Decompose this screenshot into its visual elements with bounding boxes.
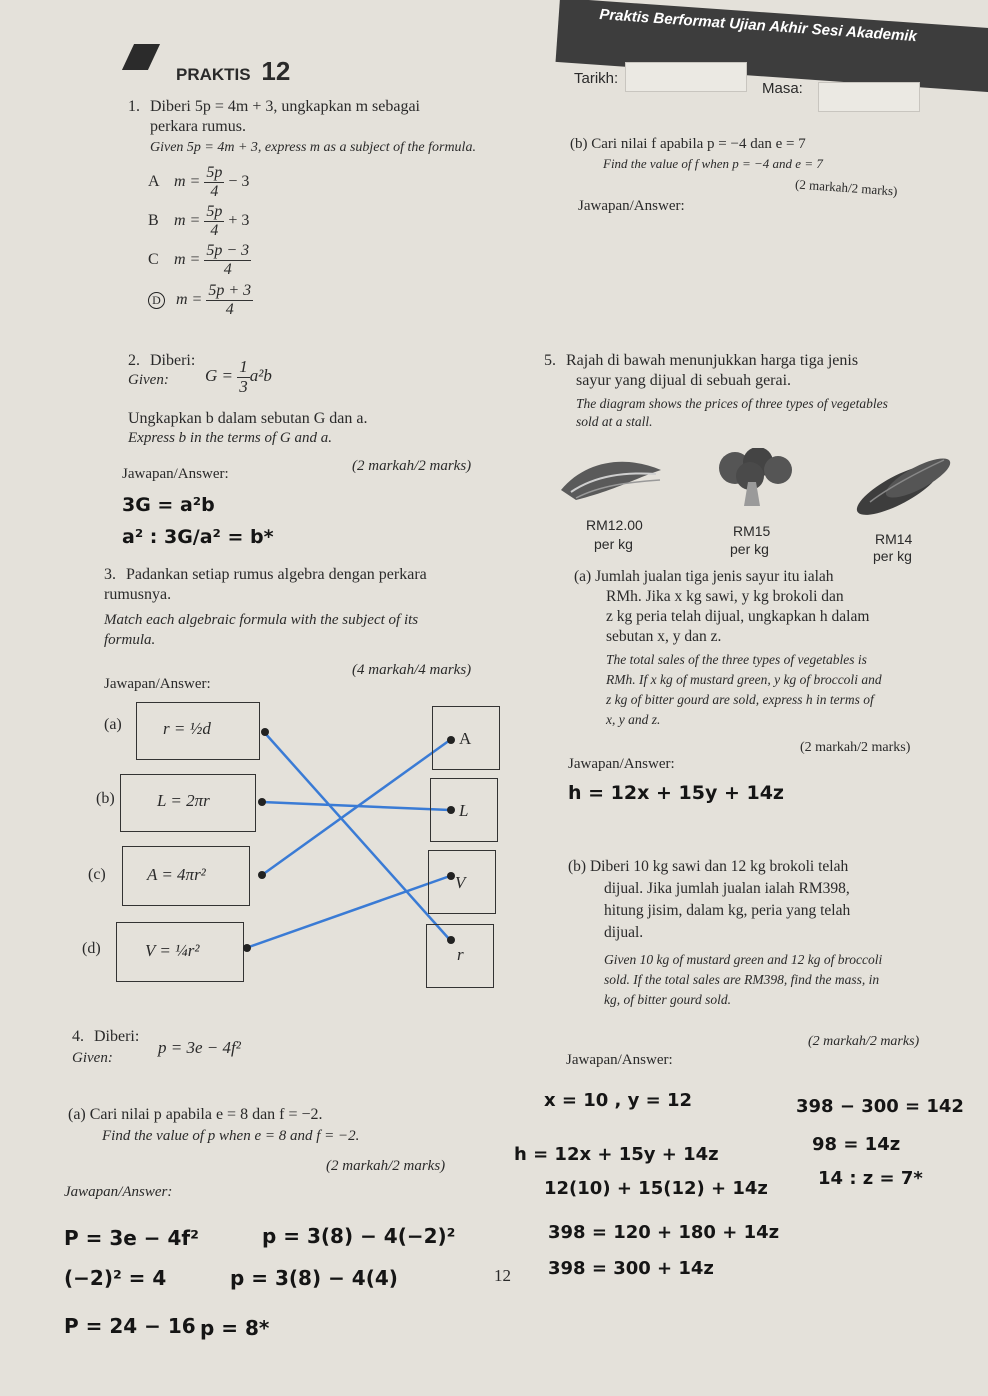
- q5a-text-ms-4: sebutan x, y dan z.: [606, 628, 722, 645]
- option-tail: + 3: [228, 211, 250, 229]
- practice-title: [176, 56, 290, 87]
- q5a-text-en-2: RMh. If x kg of mustard green, y kg of broccoli and: [606, 672, 882, 687]
- connector-dot-b[interactable]: [258, 798, 266, 806]
- q5b-handwriting-right-3: 14 : z = 7*: [818, 1168, 923, 1189]
- option-letter: A: [148, 172, 160, 190]
- option-letter: B: [148, 211, 159, 229]
- date-field[interactable]: [625, 62, 747, 92]
- q5b-text-en-2: sold. If the total sales are RM398, find the mass, in: [604, 972, 880, 987]
- q2-handwriting-1: 3G = a²b: [122, 494, 215, 516]
- q2-marks: (2 markah/2 marks): [352, 458, 472, 474]
- option-lhs: m =: [174, 172, 201, 190]
- q5a-marks: (2 markah/2 marks): [800, 740, 911, 755]
- q4b-answer-label: Jawapan/Answer:: [578, 198, 685, 214]
- option-denominator: 4: [210, 221, 219, 239]
- q1-number: 1.: [128, 98, 140, 115]
- q4-number: 4.: [72, 1028, 84, 1045]
- q3-label-c: (c): [88, 866, 106, 883]
- formula-text: V = ¼r²: [145, 941, 200, 960]
- time-label: Masa:: [762, 80, 803, 97]
- formula-denominator: 3: [239, 376, 248, 396]
- option-lhs: m =: [176, 290, 203, 308]
- q1-text-ms-2: perkara rumus.: [150, 118, 246, 135]
- formula-text: A = 4πr²: [147, 865, 206, 884]
- q3-answer-label: Jawapan/Answer:: [104, 676, 211, 692]
- option-letter: C: [148, 250, 159, 268]
- unit-broccoli: per kg: [730, 541, 769, 557]
- q1-text-ms: Diberi 5p = 4m + 3, ungkapkan m sebagai: [150, 98, 420, 115]
- q4b-text-en: Find the value of f when p = −4 and e = 7: [603, 156, 823, 171]
- price-mustard-green: RM12.00: [586, 517, 643, 533]
- q5b-handwriting-right-2: 98 = 14z: [812, 1134, 901, 1155]
- q5a-text-ms-2: RMh. Jika x kg sawi, y kg brokoli dan: [606, 588, 844, 605]
- q4a-text-ms: (a) Cari nilai p apabila e = 8 dan f = −2.: [68, 1106, 323, 1123]
- q2-answer-label: Jawapan/Answer:: [122, 466, 229, 482]
- q5a-handwriting: h = 12x + 15y + 14z: [568, 782, 784, 804]
- option-denominator: 4: [225, 300, 234, 318]
- q5b-text-ms-2: dijual. Jika jumlah jualan ialah RM398,: [604, 880, 850, 897]
- q5a-text-en-1: The total sales of the three types of vegetables is: [606, 652, 867, 667]
- q5a-text-ms-1: (a) Jumlah jualan tiga jenis sayur itu ialah: [574, 568, 834, 585]
- q2-given-ms: Diberi:: [150, 352, 196, 369]
- q3-marks: (4 markah/4 marks): [352, 662, 472, 678]
- q1-option-c[interactable]: [148, 242, 251, 278]
- price-bitter-gourd: RM14: [875, 531, 913, 547]
- q3-formula-box-b[interactable]: [120, 774, 256, 832]
- option-denominator: 4: [210, 182, 219, 200]
- q3-label-b: (b): [96, 790, 115, 807]
- formula-numerator: 1: [239, 357, 248, 376]
- q3-subject-box-r[interactable]: [426, 924, 494, 988]
- q3-text-en-1: Match each algebraic formula with the subject of its: [104, 612, 419, 628]
- q5a-text-en-4: x, y and z.: [606, 712, 661, 727]
- q4-given-en: Given:: [72, 1050, 113, 1066]
- q4a-handwriting-4: p = 3(8) − 4(4): [230, 1266, 398, 1290]
- q5b-handwriting-left-2: h = 12x + 15y + 14z: [514, 1144, 719, 1165]
- q3-text-ms-2: rumusnya.: [104, 586, 172, 603]
- q2-number: 2.: [128, 352, 140, 369]
- q4-formula: p = 3e − 4f²: [158, 1038, 241, 1057]
- q5b-text-en-1: Given 10 kg of mustard green and 12 kg of broccoli: [604, 952, 883, 967]
- price-broccoli: RM15: [733, 523, 771, 539]
- q5b-handwriting-left-5: 398 = 300 + 14z: [548, 1258, 714, 1279]
- option-tail: − 3: [228, 172, 250, 190]
- q5b-text-ms-1: (b) Diberi 10 kg sawi dan 12 kg brokoli telah: [568, 858, 849, 875]
- q4b-text-ms: (b) Cari nilai f apabila p = −4 dan e = 7: [570, 136, 806, 152]
- q4a-handwriting-1: P = 3e − 4f²: [64, 1226, 199, 1250]
- q3-label-a: (a): [104, 716, 122, 733]
- page-number: 12: [494, 1266, 511, 1285]
- practice-label: PRAKTIS: [176, 65, 251, 84]
- q3-text-ms-1: Padankan setiap rumus algebra dengan perkara: [126, 566, 427, 583]
- q2-formula: [205, 358, 272, 396]
- q5b-handwriting-left-4: 398 = 120 + 180 + 14z: [548, 1222, 780, 1243]
- q4a-text-en: Find the value of p when e = 8 and f = −2.: [102, 1128, 360, 1144]
- unit-bitter-gourd: per kg: [873, 548, 912, 564]
- q1-option-a[interactable]: [148, 164, 249, 200]
- q5b-marks: (2 markah/2 marks): [808, 1034, 920, 1049]
- formula-lhs: G =: [205, 366, 233, 386]
- q5b-answer-label: Jawapan/Answer:: [566, 1052, 673, 1068]
- q3-formula-box-d[interactable]: [116, 922, 244, 982]
- q4a-marks: (2 markah/2 marks): [326, 1158, 446, 1174]
- formula-text: r = ½d: [163, 719, 211, 738]
- subject-text: A: [459, 729, 472, 748]
- option-numerator: 5p + 3: [208, 282, 252, 299]
- practice-badge: [122, 44, 160, 70]
- series-title: Praktis Berformat Ujian Akhir Sesi Akademik: [598, 6, 918, 46]
- option-lhs: m =: [174, 250, 201, 268]
- formula-text: L = 2πr: [157, 791, 210, 810]
- q1-option-d-selected[interactable]: [148, 282, 253, 318]
- q4a-handwriting-6: p = 8*: [200, 1316, 270, 1340]
- q2-handwriting-2: a² : 3G/a² = b*: [122, 526, 274, 548]
- q4a-handwriting-3: (−2)² = 4: [64, 1266, 167, 1290]
- q5-text-en-2: sold at a stall.: [576, 414, 653, 429]
- q4a-handwriting-5: P = 24 − 16: [64, 1314, 196, 1338]
- q3-formula-box-c[interactable]: [122, 846, 250, 906]
- connector-dot-c[interactable]: [258, 871, 266, 879]
- q5b-text-ms-3: hitung jisim, dalam kg, peria yang telah: [604, 902, 851, 919]
- time-field[interactable]: [818, 82, 920, 112]
- option-numerator: 5p − 3: [206, 242, 250, 259]
- option-denominator: 4: [223, 260, 232, 278]
- q4a-handwriting-2: p = 3(8) − 4(−2)²: [262, 1224, 456, 1248]
- q3-formula-box-a[interactable]: [136, 702, 260, 760]
- formula-rhs: a²b: [249, 366, 272, 386]
- q5a-text-ms-3: z kg peria telah dijual, ungkapkan h dalam: [606, 608, 870, 625]
- q3-text-en-2: formula.: [104, 632, 156, 648]
- bitter-gourd-icon: [848, 448, 958, 518]
- unit-mustard-green: per kg: [594, 536, 633, 552]
- option-lhs: m =: [174, 211, 201, 229]
- option-numerator: 5p: [206, 164, 223, 181]
- q3-subject-box-v[interactable]: [428, 850, 496, 914]
- q5b-text-ms-4: dijual.: [604, 924, 644, 941]
- broccoli-icon: [710, 448, 800, 508]
- q4b-marks: (2 markah/2 marks): [794, 176, 898, 199]
- q1-option-b[interactable]: [148, 203, 249, 239]
- q3-number: 3.: [104, 566, 116, 583]
- q2-task-ms: Ungkapkan b dalam sebutan G dan a.: [128, 410, 368, 427]
- date-label: Tarikh:: [574, 70, 619, 87]
- q3-subject-box-l[interactable]: [430, 778, 498, 842]
- subject-text: L: [459, 801, 469, 820]
- connector-dot-a[interactable]: [261, 728, 269, 736]
- q5a-text-en-3: z kg of bitter gourd are sold, express h in terms of: [606, 692, 874, 707]
- option-numerator: 5p: [206, 203, 223, 220]
- q5-text-ms-1: Rajah di bawah menunjukkan harga tiga jenis: [566, 352, 859, 369]
- q3-label-d: (d): [82, 940, 101, 957]
- practice-number: 12: [261, 56, 291, 86]
- q5b-handwriting-left-3: 12(10) + 15(12) + 14z: [544, 1178, 768, 1199]
- q2-task-en: Express b in the terms of G and a.: [128, 430, 333, 446]
- q3-subject-box-a[interactable]: [432, 706, 500, 770]
- q5b-handwriting-left-1: x = 10 , y = 12: [544, 1090, 693, 1111]
- option-letter-circled: D: [148, 292, 165, 309]
- q1-text-en: Given 5p = 4m + 3, express m as a subject of the formula.: [150, 140, 476, 155]
- q2-given-en: Given:: [128, 372, 169, 388]
- q5b-text-en-3: kg, of bitter gourd sold.: [604, 992, 731, 1007]
- q5b-handwriting-right-1: 398 − 300 = 142: [796, 1096, 964, 1117]
- q5-number: 5.: [544, 352, 556, 369]
- q4a-answer-label: Jawapan/Answer:: [64, 1184, 173, 1200]
- q5-text-ms-2: sayur yang dijual di sebuah gerai.: [576, 372, 792, 389]
- subject-text: r: [457, 945, 464, 964]
- q4-given-ms: Diberi:: [94, 1028, 140, 1045]
- subject-text: V: [455, 873, 466, 892]
- connector-dot-d[interactable]: [243, 944, 251, 952]
- q5-text-en-1: The diagram shows the prices of three types of vegetables: [576, 396, 888, 411]
- mustard-green-icon: [556, 450, 666, 506]
- q5a-answer-label: Jawapan/Answer:: [568, 756, 675, 772]
